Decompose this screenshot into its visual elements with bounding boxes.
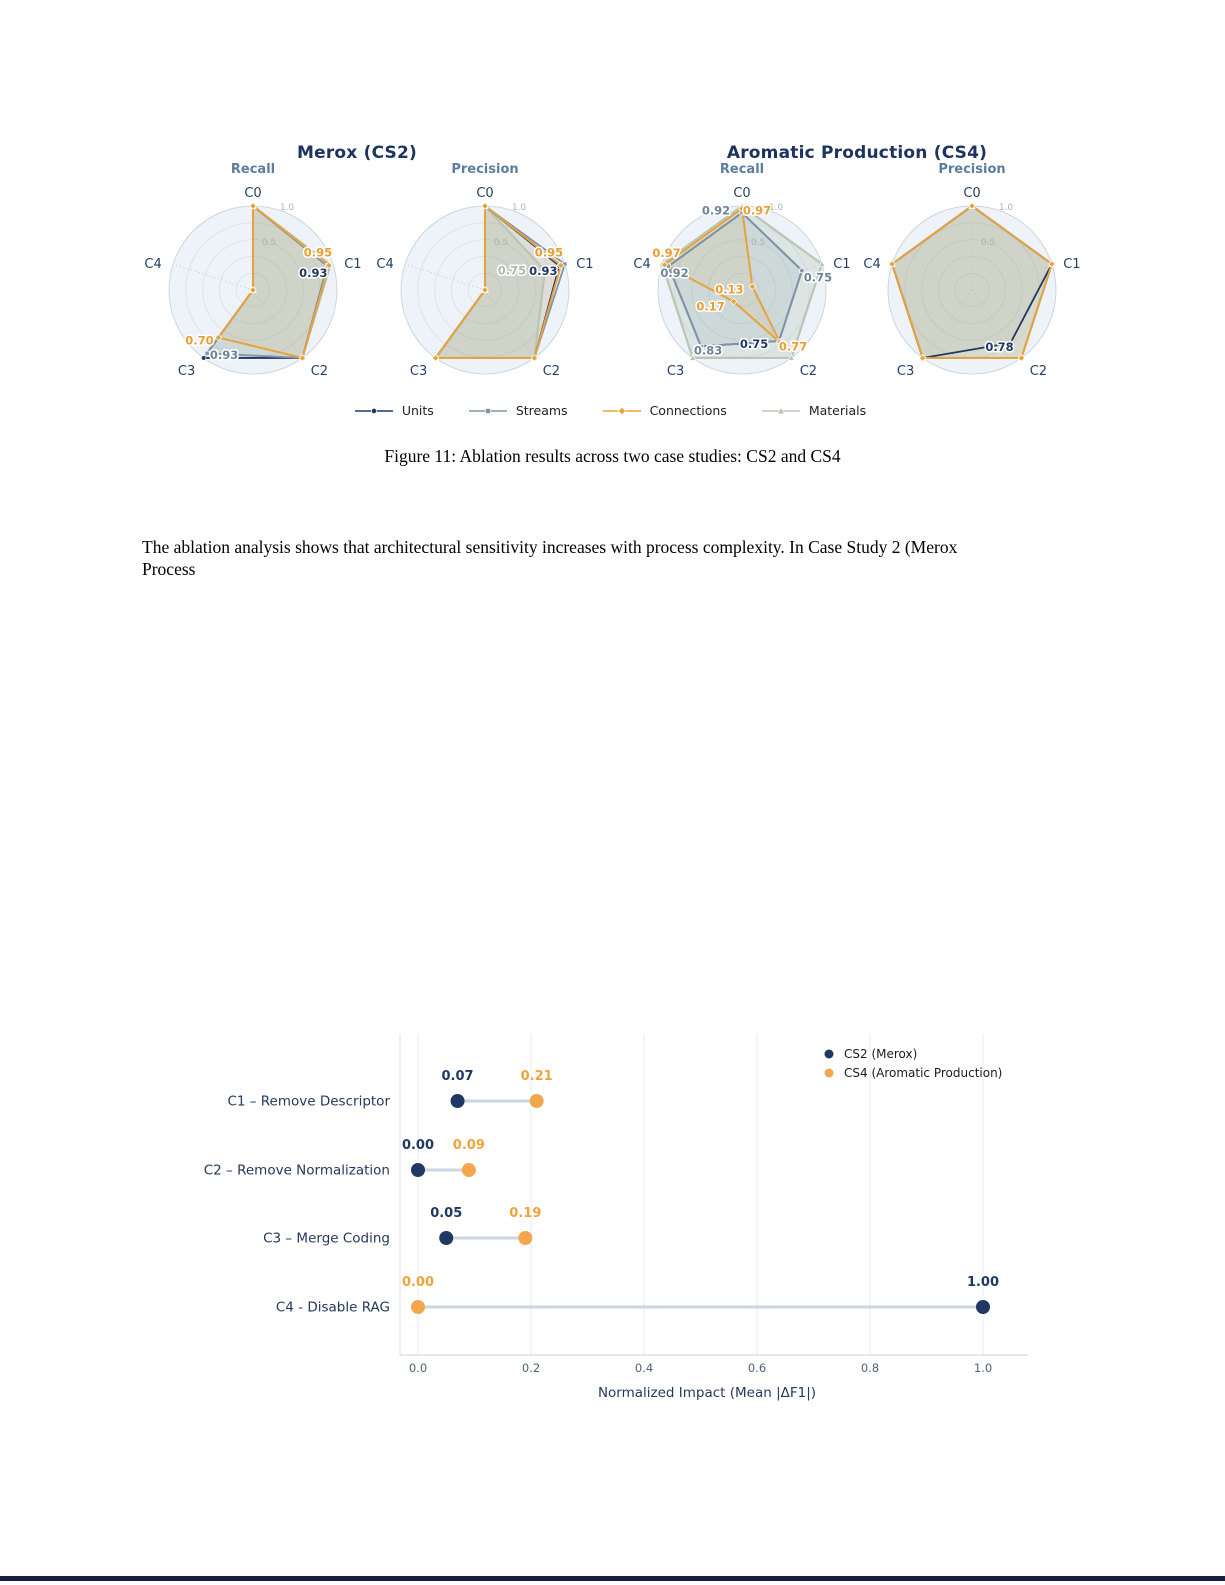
radar-axis-label-c0: C0 <box>476 186 494 201</box>
radar-value-label: 0.75 <box>497 263 527 278</box>
cs4-dot <box>462 1163 476 1177</box>
radar-rtick-0-5: 0.5 <box>750 238 766 248</box>
figure-caption: Figure 11: Ablation results across two case studies: CS2 and CS4 <box>384 446 841 466</box>
radar-value-label: 0.78 <box>985 340 1014 355</box>
body-paragraph-line2: Process <box>142 559 196 579</box>
x-axis-title: Normalized Impact (Mean |ΔF1|) <box>597 1385 817 1401</box>
radar-value-label: 0.95 <box>534 245 564 260</box>
radar-axis-label-c3: C3 <box>896 363 915 379</box>
radar-value-label: 0.77 <box>778 339 808 354</box>
x-tick-label: 0.2 <box>521 1361 541 1375</box>
radar-chart-cs2-precision <box>370 185 600 385</box>
radar-rtick-1-0: 1.0 <box>511 203 527 213</box>
legend-label: Connections <box>649 403 727 418</box>
cs4-dot <box>411 1300 425 1314</box>
cs4-dot <box>530 1094 544 1108</box>
radar-value-label: 0.93 <box>299 265 328 280</box>
streams-marker <box>205 351 209 355</box>
radar-axis-label-c0: C0 <box>244 186 262 201</box>
legend-item-units <box>354 403 434 418</box>
category-label: C3 – Merge Coding <box>263 1230 390 1247</box>
category-label: C2 – Remove Normalization <box>203 1162 390 1179</box>
cs2-dot <box>411 1163 425 1177</box>
radar-axis-label-c4: C4 <box>376 257 394 273</box>
radar-value-label: 0.13 <box>715 282 744 297</box>
radar-axis-label-c4: C4 <box>863 257 881 273</box>
radar-value-label: 0.97 <box>652 245 681 260</box>
circle-icon <box>371 408 376 413</box>
x-tick-label: 0.6 <box>747 1361 767 1375</box>
radar-subtitle-cs4-recall: Recall <box>719 162 765 177</box>
radar-value-label: 0.92 <box>660 266 689 281</box>
radar-chart-cs4-recall <box>627 185 857 385</box>
radar-rtick-0-5: 0.5 <box>493 238 509 248</box>
diamond-icon <box>618 407 626 415</box>
x-tick-label: 0.8 <box>860 1361 880 1375</box>
radar-value-label: 0.92 <box>701 203 731 218</box>
radar-value-label: 0.95 <box>303 245 333 260</box>
cs4-value-label: 0.00 <box>401 1275 435 1290</box>
cs2-value-label: 0.00 <box>401 1138 435 1153</box>
cs4-value-label: 0.19 <box>509 1206 542 1221</box>
square-icon <box>485 408 490 413</box>
legend-item-materials <box>761 403 866 418</box>
legend-label: Units <box>401 403 434 418</box>
radar-axis-label-c1: C1 <box>1063 257 1081 273</box>
radar-group-title-cs2: Merox (CS2) <box>297 143 417 163</box>
streams-legend-swatch <box>468 405 508 417</box>
cs4-dot <box>518 1231 532 1245</box>
radar-figure-legend <box>300 403 920 418</box>
radar-rtick-1-0: 1.0 <box>279 203 295 213</box>
cs2-value-label: 1.00 <box>966 1275 1000 1290</box>
units-legend-swatch <box>354 405 394 417</box>
radar-rtick-0-5: 0.5 <box>261 238 277 248</box>
legend-label-cs2: CS2 (Merox) <box>844 1047 918 1061</box>
legend-item-connections <box>602 403 727 418</box>
radar-value-label: 0.83 <box>693 343 723 358</box>
radar-axis-label-c2: C2 <box>310 363 329 379</box>
legend-label: Streams <box>515 403 568 418</box>
dumbbell-chart-normalized-impact <box>203 1020 1040 1405</box>
body-paragraph <box>142 536 1094 580</box>
cs2-value-label: 0.07 <box>441 1069 474 1084</box>
connections-legend-swatch <box>602 405 642 417</box>
units-marker <box>201 356 206 361</box>
radar-rtick-0-5: 0.5 <box>980 238 996 248</box>
cs2-value-label: 0.05 <box>430 1206 463 1221</box>
cs2-dot <box>439 1231 453 1245</box>
radar-chart-cs4-precision <box>857 185 1087 385</box>
radar-value-label: 0.17 <box>696 299 725 314</box>
radar-axis-label-c4: C4 <box>144 257 162 273</box>
radar-axis-label-c0: C0 <box>733 186 751 201</box>
category-label: C4 - Disable RAG <box>275 1299 390 1316</box>
radar-axis-label-c3: C3 <box>666 363 685 379</box>
radar-axis-label-c3: C3 <box>177 363 196 379</box>
radar-chart-cs2-recall <box>138 185 368 385</box>
materials-legend-swatch <box>761 405 801 417</box>
radar-axis-label-c3: C3 <box>409 363 428 379</box>
radar-axis-label-c0: C0 <box>963 186 981 201</box>
radar-axis-label-c1: C1 <box>576 257 594 273</box>
cs2-dot <box>976 1300 990 1314</box>
legend-label-cs4: CS4 (Aromatic Production) <box>844 1066 1003 1080</box>
legend-label: Materials <box>808 403 867 418</box>
radar-rtick-1-0: 1.0 <box>998 203 1014 213</box>
legend-item-streams <box>468 403 568 418</box>
radar-axis-label-c2: C2 <box>542 363 561 379</box>
radar-axis-label-c1: C1 <box>344 257 362 273</box>
radar-value-label: 0.75 <box>803 270 833 285</box>
cs4-value-label: 0.21 <box>520 1069 553 1084</box>
radar-value-label: 0.93 <box>209 348 239 363</box>
legend-dot-cs2 <box>825 1050 834 1059</box>
cs2-dot <box>451 1094 465 1108</box>
legend-dot-cs4 <box>825 1069 834 1078</box>
radar-axis-label-c2: C2 <box>1029 363 1048 379</box>
category-label: C1 – Remove Descriptor <box>227 1093 390 1110</box>
radar-value-label: 0.97 <box>742 203 772 218</box>
x-tick-label: 0.0 <box>408 1361 428 1375</box>
radar-group-title-cs4: Aromatic Production (CS4) <box>726 143 988 163</box>
radar-value-label: 0.75 <box>739 336 769 351</box>
radar-rtick-1-0: 1.0 <box>768 203 784 213</box>
x-tick-label: 0.4 <box>634 1361 654 1375</box>
radar-axis-label-c1: C1 <box>833 257 851 273</box>
body-paragraph-line1: The ablation analysis shows that architectural sensitivity increases with process complexity. In Case Study 2 (Merox <box>142 537 958 557</box>
radar-subtitle-cs2-recall: Recall <box>230 162 276 177</box>
radar-value-label: 0.70 <box>185 333 214 348</box>
radar-axis-label-c2: C2 <box>799 363 818 379</box>
radar-value-label: 0.93 <box>529 263 558 278</box>
cs4-value-label: 0.09 <box>452 1138 485 1153</box>
page-footer-rule <box>0 1576 1225 1581</box>
radar-subtitle-cs2-precision: Precision <box>451 162 519 177</box>
radar-subtitle-cs4-precision: Precision <box>938 162 1006 177</box>
x-tick-label: 1.0 <box>973 1361 993 1375</box>
radar-axis-label-c4: C4 <box>633 257 651 273</box>
